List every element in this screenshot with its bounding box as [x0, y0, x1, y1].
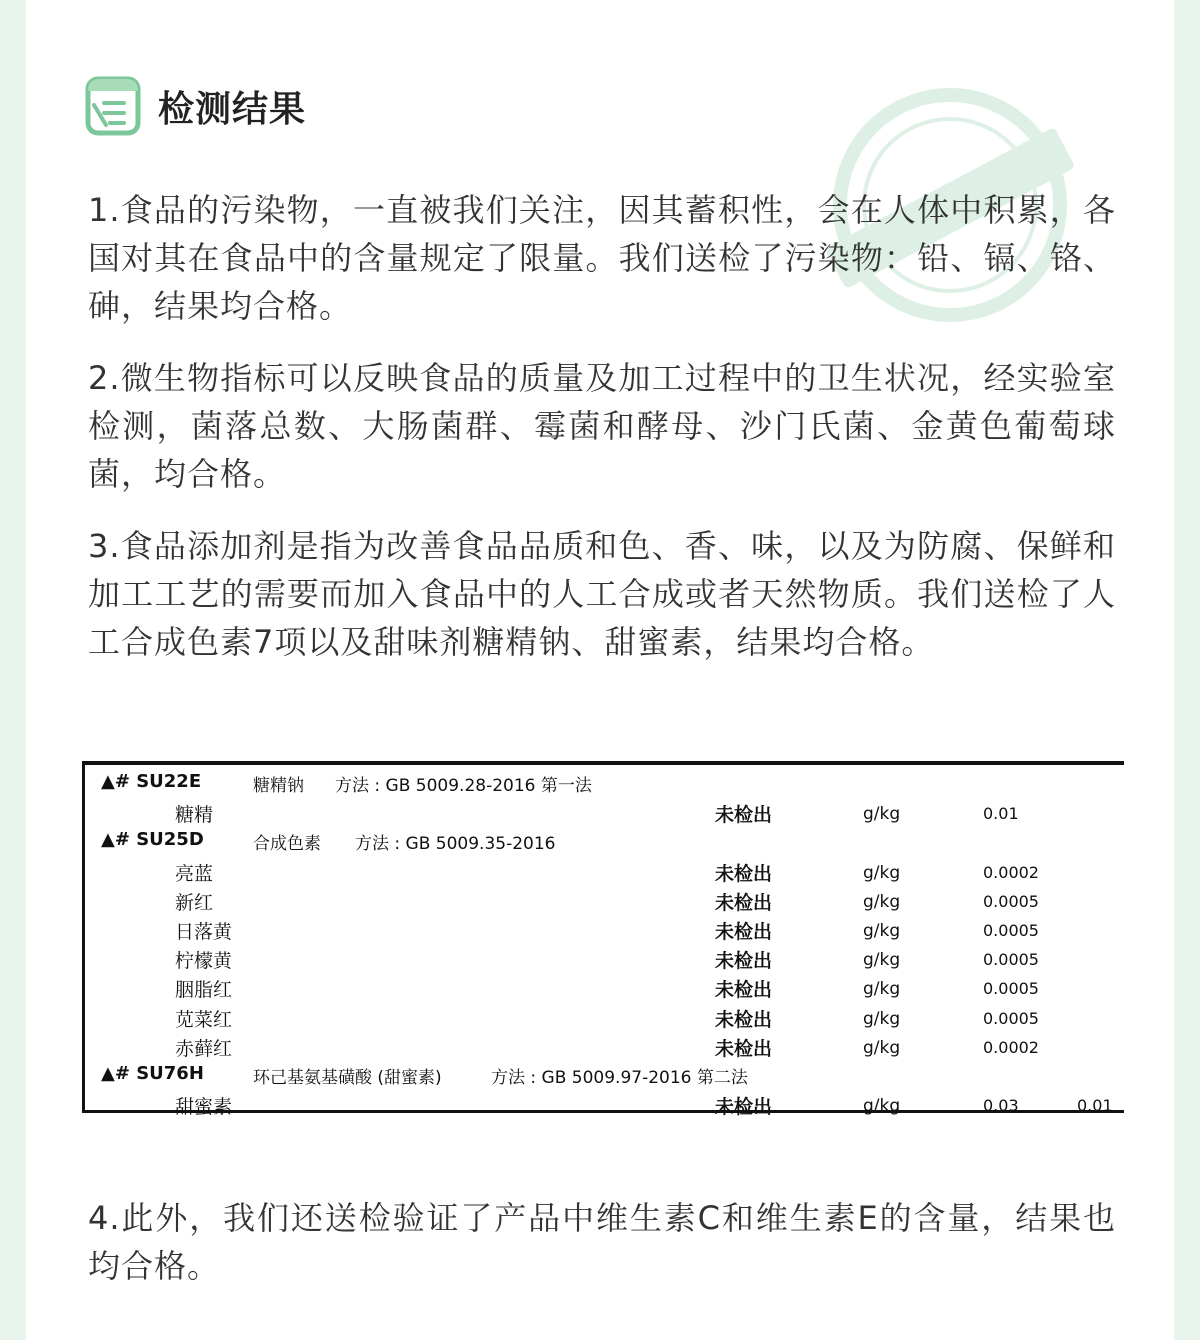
item-name: 甜蜜素 — [175, 1096, 233, 1119]
report-group-row — [85, 825, 1124, 854]
report-item-row — [85, 1030, 1124, 1059]
item-unit: g/kg — [863, 1008, 901, 1029]
item-extra-value: 0.01 — [1077, 1096, 1113, 1116]
item-limit: 0.0005 — [983, 921, 1039, 940]
report-item-row — [85, 884, 1124, 913]
item-name: 新红 — [175, 891, 214, 914]
item-unit: g/kg — [863, 862, 901, 883]
item-result: 未检出 — [715, 891, 773, 914]
item-result: 未检出 — [715, 950, 773, 973]
item-unit: g/kg — [863, 950, 901, 971]
item-limit: 0.0005 — [983, 891, 1039, 911]
item-limit: 0.0002 — [983, 862, 1039, 882]
item-limit: 0.01 — [983, 804, 1019, 824]
item-unit: g/kg — [863, 921, 901, 941]
item-limit: 0.0005 — [983, 950, 1039, 970]
test-report-table — [82, 761, 1124, 1119]
report-item-row — [85, 913, 1124, 942]
paragraph-additives: 3.食品添加剂是指为改善食品品质和色、香、味，以及为防腐、保鲜和加工工艺的需要而加入食品中的人工合成或者天然物质。我们送检了人工合成色素7项以及甜味剂糖精钠、甜蜜素，结果均合格。 — [88, 527, 1116, 661]
item-unit: g/kg — [863, 1096, 901, 1117]
item-result: 未检出 — [715, 1037, 773, 1060]
sample-code: ▲# SU76H — [101, 1063, 204, 1084]
item-unit: g/kg — [863, 804, 901, 825]
item-result: 未检出 — [715, 1096, 773, 1119]
item-limit: 0.0005 — [983, 979, 1039, 999]
test-method: 方法 : GB 5009.35-2016 — [355, 834, 556, 855]
sample-code: ▲# SU25D — [101, 829, 204, 851]
test-item-title: 环己基氨基磺酸 (甜蜜素) — [253, 1068, 442, 1088]
paragraph-vitamins: 4.此外，我们还送检验证了产品中维生素C和维生素E的含量，结果也均合格。 — [88, 1199, 1116, 1285]
item-result: 未检出 — [715, 862, 773, 885]
item-name: 胭脂红 — [175, 979, 233, 1002]
report-item-row — [85, 855, 1124, 884]
item-name: 赤藓红 — [175, 1037, 233, 1060]
item-unit: g/kg — [863, 979, 901, 1000]
item-result: 未检出 — [715, 921, 773, 943]
item-unit: g/kg — [863, 891, 901, 912]
report-item-row — [85, 1088, 1124, 1117]
item-name: 糖精 — [175, 804, 214, 827]
item-limit: 0.03 — [983, 1096, 1019, 1116]
item-limit: 0.0005 — [983, 1008, 1039, 1028]
item-name: 日落黄 — [175, 921, 233, 943]
checklist-icon — [84, 75, 142, 137]
item-name: 苋菜红 — [175, 1008, 233, 1031]
report-item-row — [85, 1001, 1124, 1030]
item-result: 未检出 — [715, 1008, 773, 1031]
report-item-row — [85, 971, 1124, 1000]
test-item-title: 合成色素 — [253, 834, 321, 855]
test-method: 方法 : GB 5009.28-2016 第一法 — [335, 776, 592, 796]
section-header — [84, 74, 306, 138]
report-item-row — [85, 942, 1124, 971]
item-name: 亮蓝 — [175, 862, 214, 885]
report-group-row — [85, 1059, 1124, 1088]
paragraph-microbiology: 2.微生物指标可以反映食品的质量及加工过程中的卫生状况，经实验室检测，菌落总数、大肠菌群、霉菌和酵母、沙门氏菌、金黄色葡萄球菌，均合格。 — [88, 359, 1116, 493]
test-method: 方法 : GB 5009.97-2016 第二法 — [491, 1068, 748, 1088]
page-title: 检测结果 — [158, 88, 307, 130]
item-unit: g/kg — [863, 1037, 901, 1058]
test-item-title: 糖精钠 — [253, 776, 304, 796]
report-group-row — [85, 767, 1124, 796]
item-name: 柠檬黄 — [175, 950, 233, 973]
item-result: 未检出 — [715, 804, 773, 827]
sample-code: ▲# SU22E — [101, 771, 202, 792]
paragraph-contaminants: 1.食品的污染物，一直被我们关注，因其蓄积性，会在人体中积累，各国对其在食品中的含量规定了限量。我们送检了污染物：铅、镉、铬、砷，结果均合格。 — [88, 191, 1116, 325]
item-limit: 0.0002 — [983, 1037, 1039, 1057]
item-result: 未检出 — [715, 979, 773, 1002]
report-item-row — [85, 796, 1124, 825]
